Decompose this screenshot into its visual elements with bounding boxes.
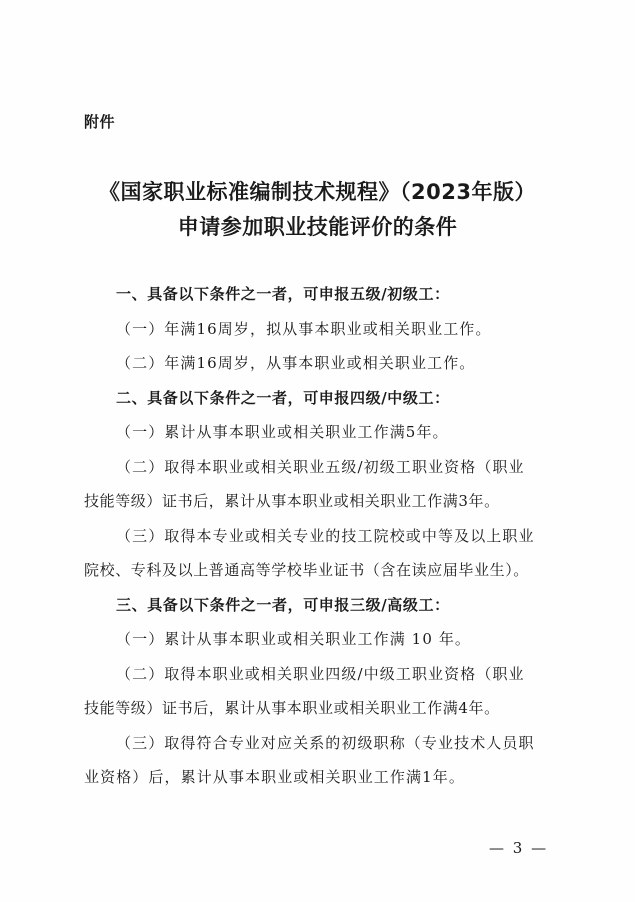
section-2-item-2-line-2: 技能等级）证书后，累计从事本职业或相关职业工作满3年。 xyxy=(84,492,500,510)
document-title-line-2: 申请参加职业技能评价的条件 xyxy=(177,215,458,239)
document-title-line-1: 《国家职业标准编制技术规程》（2023年版） xyxy=(99,180,536,204)
section-3-item-1: （一）累计从事本职业或相关职业工作满 10 年。 xyxy=(116,630,472,648)
section-heading-3: 三、具备以下条件之一者，可申报三级/高级工： xyxy=(116,595,450,614)
section-1-item-1: （一）年满16周岁，拟从事本职业或相关职业工作。 xyxy=(116,319,492,338)
section-heading-2: 二、具备以下条件之一者，可申报四级/中级工： xyxy=(116,388,450,407)
section-2-item-1: （一）累计从事本职业或相关职业工作满5年。 xyxy=(116,423,449,441)
section-3-item-2-line-1: （二）取得本职业或相关职业四级/中级工职业资格（职业 xyxy=(116,664,525,683)
page-number: — 3 — xyxy=(489,839,549,857)
section-3-item-3-line-1: （三）取得符合专业对应关系的初级职称（专业技术人员职 xyxy=(116,733,535,752)
section-2-item-2-line-1: （二）取得本职业或相关职业五级/初级工职业资格（职业 xyxy=(116,457,525,476)
section-heading-1: 一、具备以下条件之一者，可申报五级/初级工： xyxy=(116,285,450,303)
document-body xyxy=(84,277,570,795)
attachment-label: 附件 xyxy=(84,113,116,131)
section-2-item-3-line-2: 院校、专科及以上普通高等学校毕业证书（含在读应届毕业生）。 xyxy=(84,561,529,579)
section-3-item-2-line-2: 技能等级）证书后，累计从事本职业或相关职业工作满4年。 xyxy=(84,699,500,717)
section-2-item-3-line-1: （三）取得本专业或相关专业的技工院校或中等及以上职业 xyxy=(116,526,535,545)
section-1-item-2: （二）年满16周岁，从事本职业或相关职业工作。 xyxy=(116,354,476,372)
section-3-item-3-line-2: 业资格）后，累计从事本职业或相关职业工作满1年。 xyxy=(84,768,465,786)
